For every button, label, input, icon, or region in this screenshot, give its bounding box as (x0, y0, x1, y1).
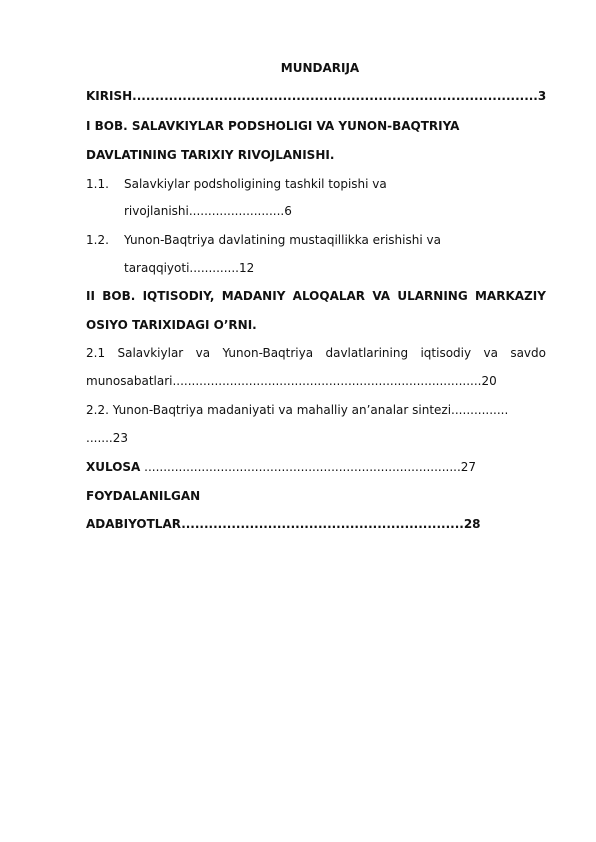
toc-entry-1-2-page: taraqqiyoti.............12 (124, 261, 255, 275)
toc-entry-adabiyotlar-line1: FOYDALANILGAN (86, 489, 201, 503)
word: BOB. (102, 289, 136, 303)
chapter2-heading-line1 (86, 288, 546, 304)
toc-entry-1-1 (86, 176, 387, 192)
toc-entry-kirish: KIRISH.........................................................................................3 (86, 89, 547, 103)
page-title: MUNDARIJA (280, 61, 360, 75)
word: IQTISODIY, (142, 289, 215, 303)
toc-entry-1-2 (86, 232, 441, 248)
xulosa-label: XULOSA (86, 460, 141, 474)
word: davlatlarining (325, 346, 409, 360)
word: Yunon-Baqtriya (222, 346, 314, 360)
word: 2.1 (86, 346, 106, 360)
word: iqtisodiy (420, 346, 472, 360)
xulosa-dots: ...................................................................................27 (140, 460, 477, 474)
word: MARKAZIY (474, 289, 546, 303)
word: va (195, 346, 211, 360)
word: ULARNING (397, 289, 468, 303)
word: va (483, 346, 498, 360)
section-title: Salavkiylar podsholigining tashkil topishi va (124, 177, 387, 191)
chapter2-heading-line2: OSIYO TARIXIDAGI O’RNI. (86, 318, 257, 332)
section-title: Yunon-Baqtriya davlatining mustaqillikka erishishi va (124, 233, 441, 247)
word: savdo (510, 346, 546, 360)
toc-entry-xulosa (86, 459, 476, 475)
word: ALOQALAR (292, 289, 366, 303)
word: Salavkiylar (117, 346, 184, 360)
chapter1-heading-line2: DAVLATINING TARIXIY RIVOJLANISHI. (86, 148, 335, 162)
toc-entry-2-2-page: .......23 (86, 431, 128, 445)
toc-entry-2-1-page: munosabatlari.................................................................................20 (86, 374, 497, 388)
toc-entry-adabiyotlar-line2: ADABIYOTLAR..............................................................28 (86, 517, 481, 531)
toc-entry-2-2: 2.2. Yunon-Baqtriya madaniyati va mahalliy an’analar sintezi............... (86, 403, 509, 417)
chapter1-heading-line1: I BOB. SALAVKIYLAR PODSHOLIGI VA YUNON-BAQTRIYA (86, 119, 460, 133)
toc-entry-2-1 (86, 345, 546, 361)
word: MADANIY (221, 289, 286, 303)
word: II (86, 289, 95, 303)
toc-entry-1-1-page: rivojlanishi.........................6 (124, 204, 292, 218)
section-number: 1.2. (86, 233, 109, 247)
word: VA (372, 289, 391, 303)
section-number: 1.1. (86, 177, 109, 191)
